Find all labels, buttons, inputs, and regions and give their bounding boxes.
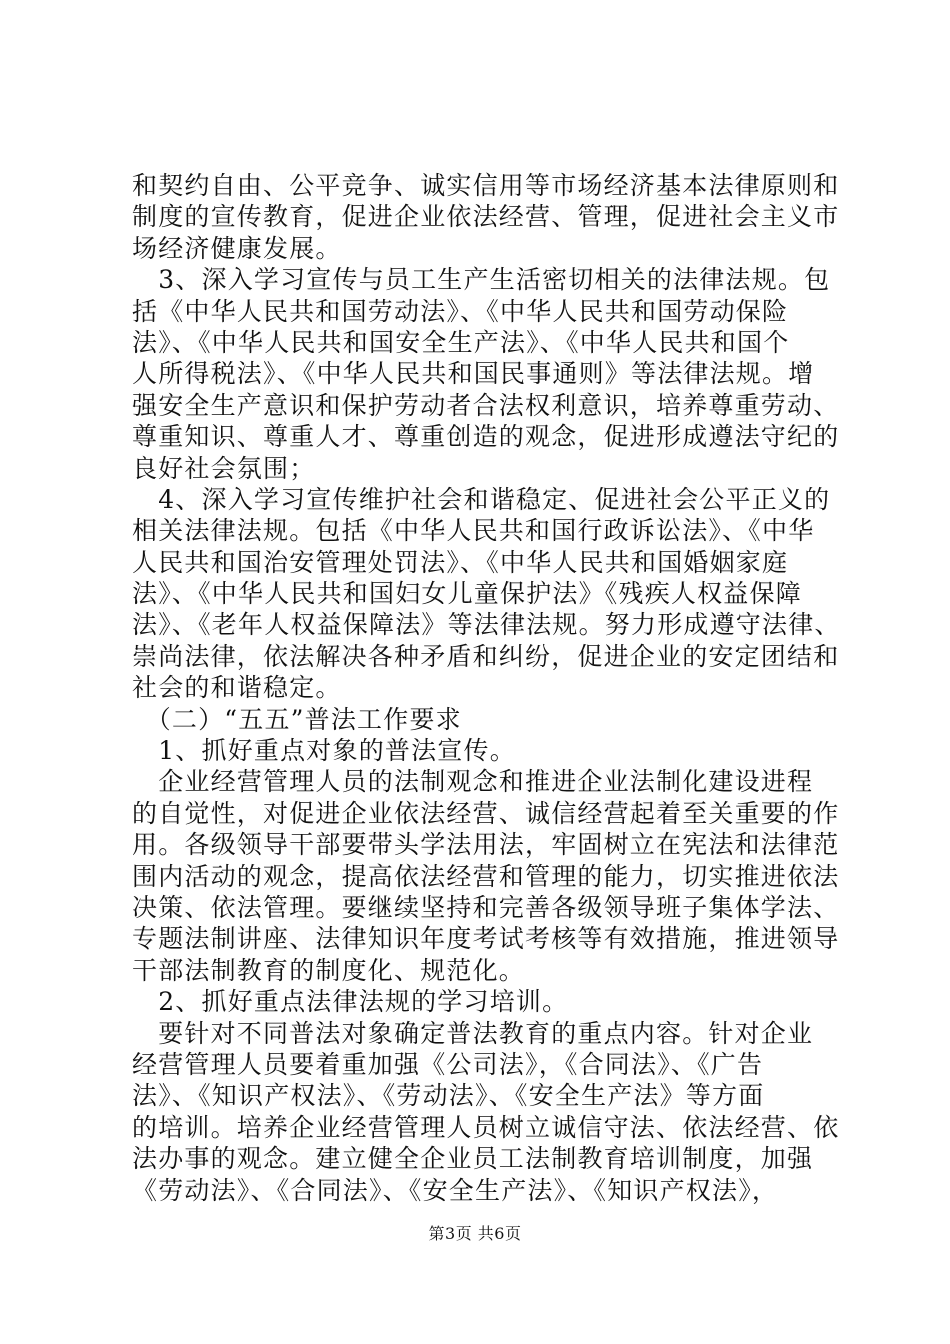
text-line-25: 专题法制讲座、法律知识年度考试考核等有效措施，推进领导 (132, 924, 840, 954)
text-line-10: 良好社会氛围； (132, 453, 316, 483)
text-line-27: 2、抓好重点法律法规的学习培训。 (132, 987, 569, 1017)
text-line-12: 相关法律法规。包括《中华人民共和国行政诉讼法》、《中华 (132, 516, 815, 546)
text-line-20: 企业经营管理人员的法制观念和推进企业法制化建设进程 (132, 767, 814, 797)
text-line-31: 的培训。培养企业经营管理人员树立诚信守法、依法经营、依 (132, 1112, 840, 1142)
section-heading: （二）“五五”普法工作要求 (132, 704, 462, 734)
text-line-30: 法》、《知识产权法》、《劳动法》、《安全生产法》等方面 (132, 1081, 765, 1111)
text-line-6: 法》、《中华人民共和国安全生产法》、《中华人民共和国个 (132, 327, 790, 357)
page-number-footer: 第3页 共6页 (428, 1224, 522, 1243)
text-line-19: 1、抓好重点对象的普法宣传。 (132, 736, 516, 766)
text-line-7: 人所得税法》、《中华人民共和国民事通则》等法律法规。增 (132, 359, 815, 389)
text-line-16: 崇尚法律，依法解决各种矛盾和纠纷，促进企业的安定团结和 (132, 641, 840, 671)
text-line-9: 尊重知识、尊重人才、尊重创造的观念，促进形成遵法守纪的 (132, 422, 840, 452)
text-line-26: 干部法制教育的制度化、规范化。 (132, 955, 526, 985)
text-line-23: 围内活动的观念，提高依法经营和管理的能力，切实推进依法 (132, 861, 840, 891)
text-line-3: 场经济健康发展。 (132, 233, 342, 263)
document-body (132, 170, 841, 1206)
text-line-5: 括《中华人民共和国劳动法》、《中华人民共和国劳动保险 (132, 296, 789, 326)
text-line-14: 法》、《中华人民共和国妇女儿童保护法》《残疾人权益保障 (132, 579, 802, 609)
text-line-24: 决策、依法管理。要继续坚持和完善各级领导班子集体学法、 (132, 892, 840, 922)
text-line-13: 人民共和国治安管理处罚法》、《中华人民共和国婚姻家庭 (132, 547, 789, 577)
text-line-17: 社会的和谐稳定。 (132, 673, 342, 703)
text-line-15: 法》、《老年人权益保障法》等法律法规。努力形成遵守法律、 (132, 610, 841, 640)
text-line-11: 4、深入学习宣传维护社会和谐稳定、促进社会公平正义的 (132, 484, 831, 514)
text-line-21: 的自觉性，对促进企业依法经营、诚信经营起着至关重要的作 (132, 798, 840, 828)
text-line-29: 经营管理人员要着重加强《公司法》，《合同法》、《广告 (132, 1049, 764, 1079)
text-line-33: 《劳动法》、《合同法》、《安全生产法》、《知识产权法》， (132, 1175, 779, 1205)
text-line-8: 强安全生产意识和保护劳动者合法权利意识，培养尊重劳动、 (132, 390, 840, 420)
text-line-28: 要针对不同普法对象确定普法教育的重点内容。针对企业 (132, 1018, 814, 1048)
text-line-22: 用。各级领导干部要带头学法用法，牢固树立在宪法和法律范 (132, 830, 840, 860)
text-line-32: 法办事的观念。建立健全企业员工法制教育培训制度，加强 (132, 1144, 814, 1174)
text-line-4: 3、深入学习宣传与员工生产生活密切相关的法律法规。包 (132, 265, 831, 295)
text-line-1: 和契约自由、公平竞争、诚实信用等市场经济基本法律原则和 (132, 171, 840, 200)
text-line-2: 制度的宣传教育，促进企业依法经营、管理，促进社会主义市 (132, 202, 840, 232)
